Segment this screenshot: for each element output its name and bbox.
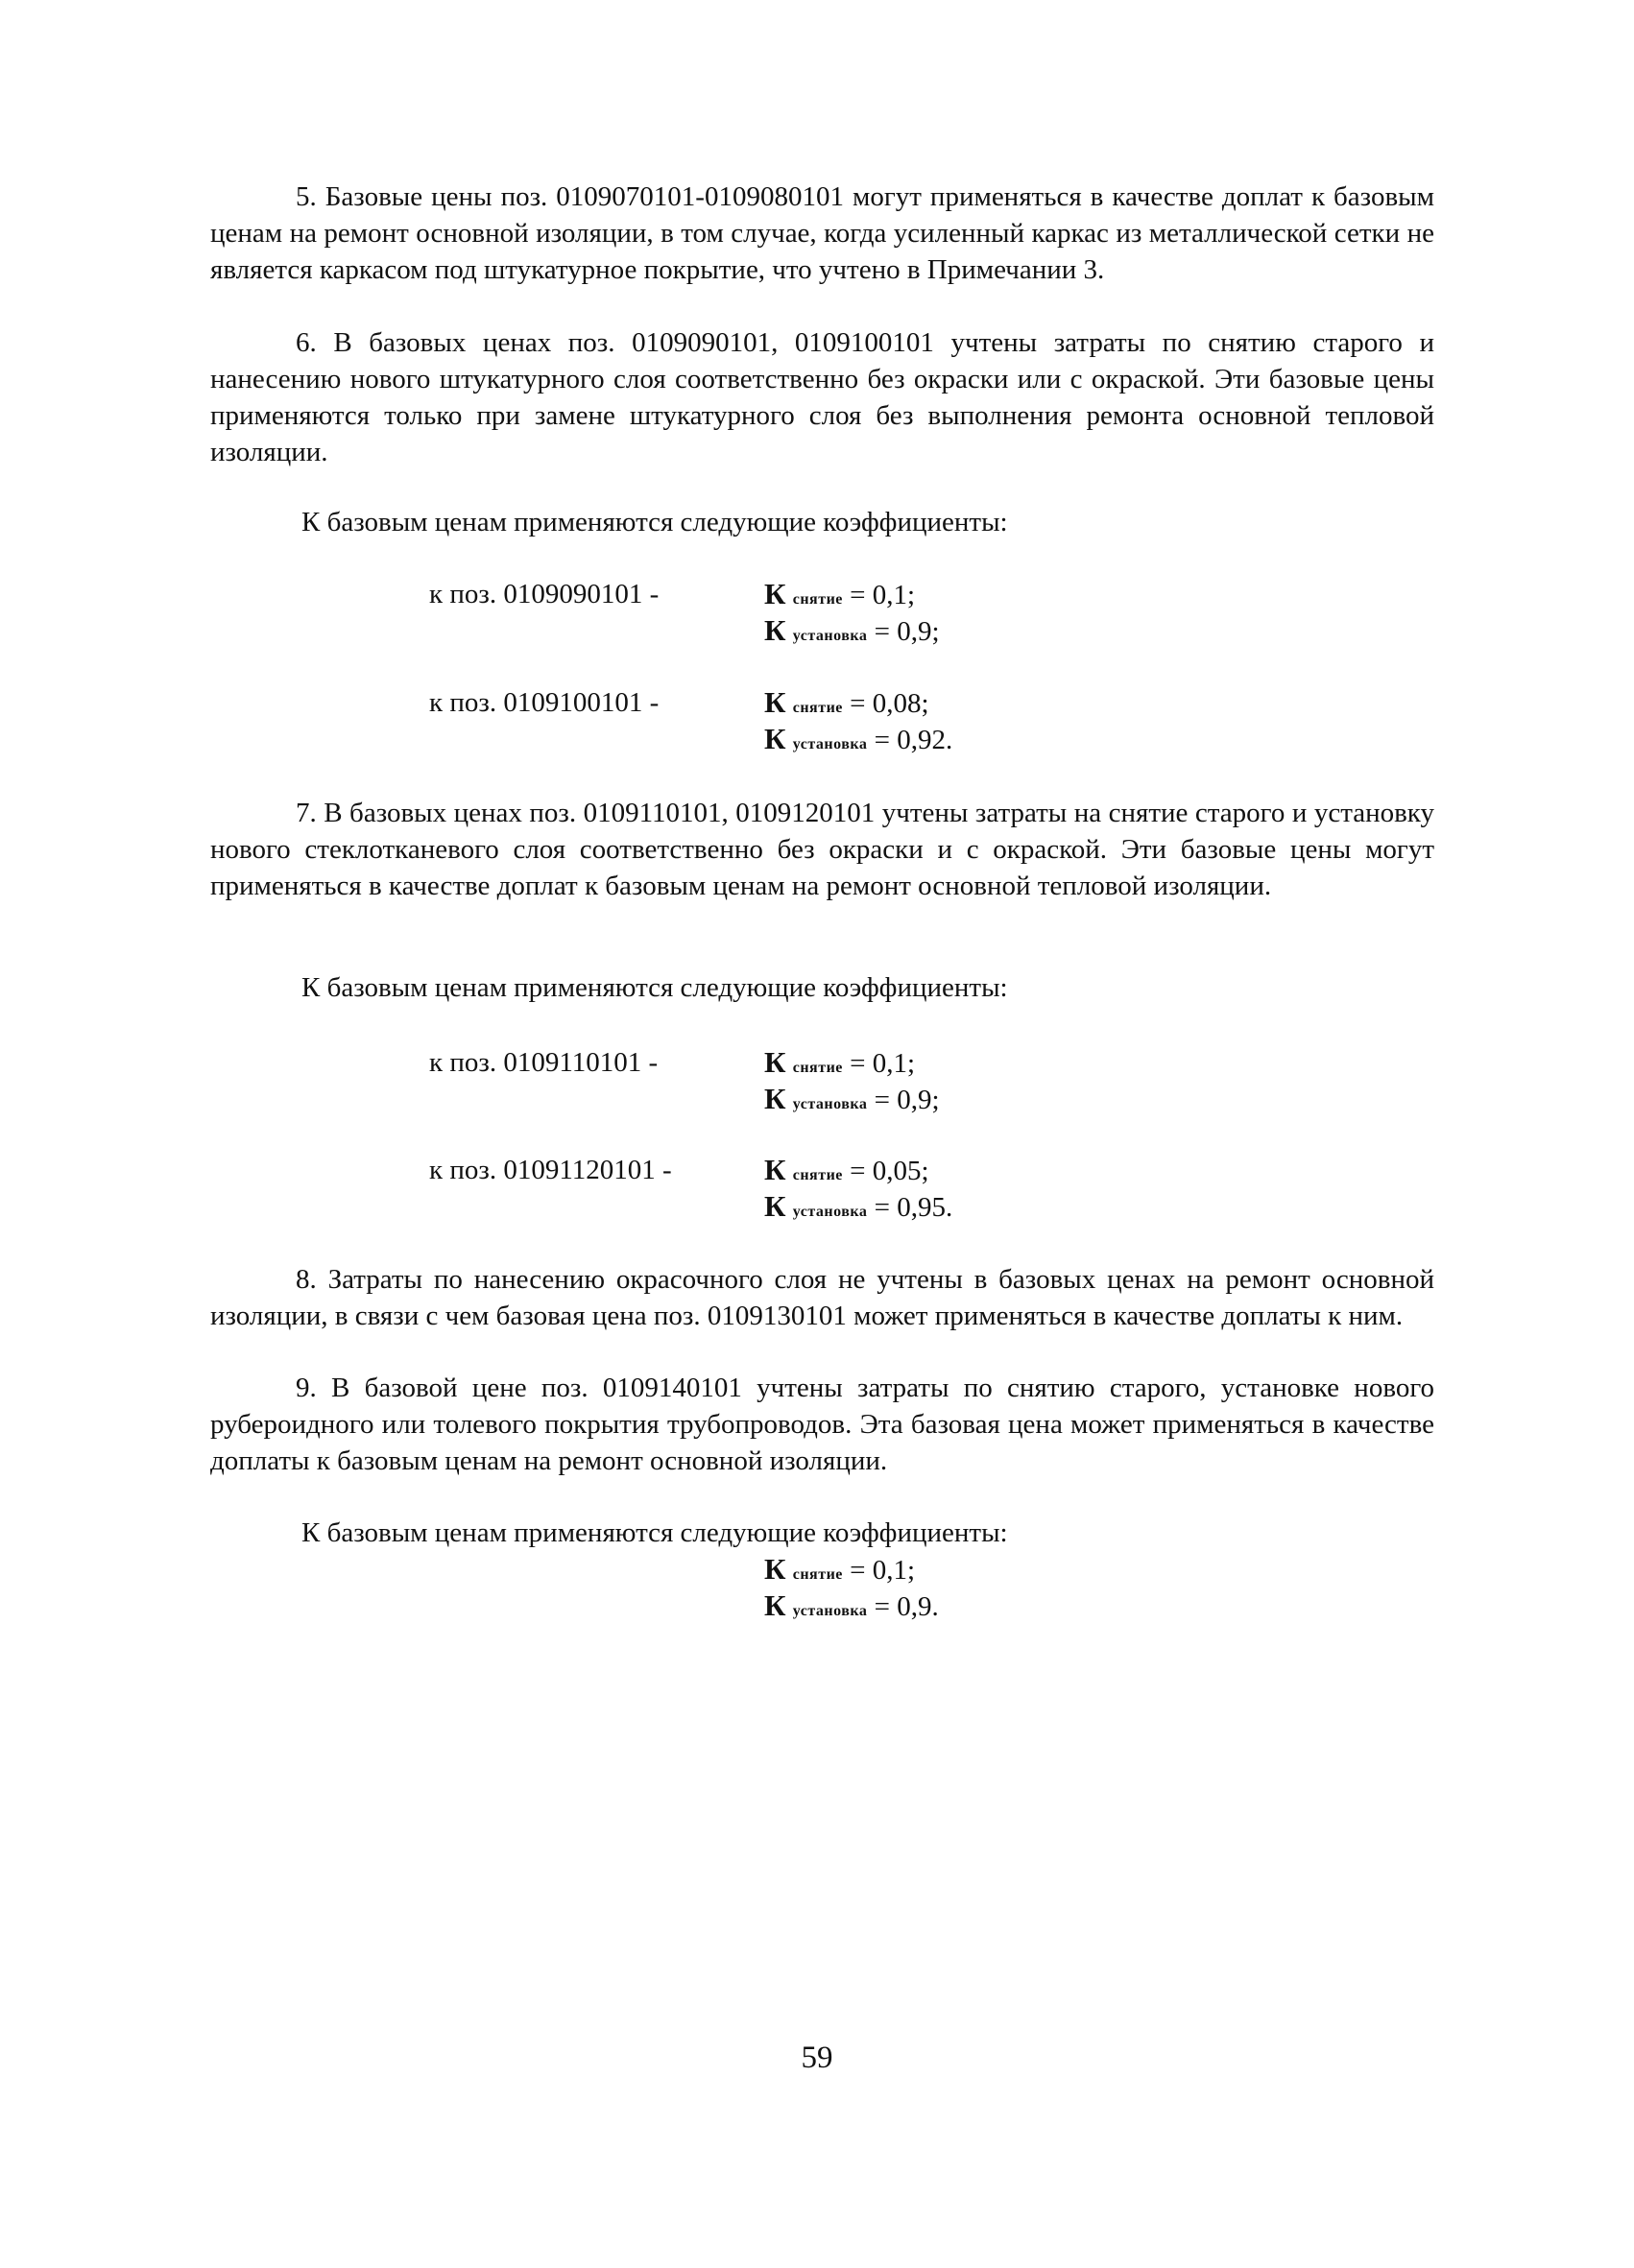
paragraph-7: 7. В базовых ценах поз. 0109110101, 0109120101 учтены затраты на снятие старого и установку нового стеклотканевого слоя соответственно без окраски и с окраской. Эти базовые цены могут применяться в качестве доплат к базовым ценам на ремонт основной тепловой изоляции. xyxy=(210,798,1434,901)
paragraph-9: 9. В базовой цене поз. 0109140101 учтены затраты по снятию старого, установке нового рубероидного или толевого покрытия трубопроводов. Эта базовая цена может применяться в качестве доплаты к базовым ценам на ремонт основной изоляции. xyxy=(210,1373,1434,1476)
position-label: к поз. 0109110101 - xyxy=(429,1047,659,1078)
coefficient-removal: К снятие = 0,08; xyxy=(764,685,929,719)
coefficients-intro-3: К базовым ценам применяются следующие коэффициенты: xyxy=(301,1517,1008,1548)
paragraph-8: 8. Затраты по нанесению окрасочного слоя не учтены в базовых ценах на ремонт основной изоляции, в связи с чем базовая цена поз. 0109130101 может применяться в качестве доплаты к ним. xyxy=(210,1264,1434,1331)
coefficient-removal: К снятие = 0,1; xyxy=(764,1045,916,1079)
position-label: к поз. 01091120101 - xyxy=(429,1155,672,1185)
position-label: к поз. 0109100101 - xyxy=(429,687,660,718)
coefficient-install: К установка = 0,9; xyxy=(764,613,940,647)
coefficient-removal: К снятие = 0,1; xyxy=(764,1552,916,1586)
coefficients-intro-2: К базовым ценам применяются следующие коэффициенты: xyxy=(301,972,1008,1003)
paragraph-5: 5. Базовые цены поз. 0109070101-0109080101 могут применяться в качестве доплат к базовым ценам на ремонт основной изоляции, в том случае, когда усиленный каркас из металлической сетки не является каркасом под штукатурное покрытие, что учтено в Примечании 3. xyxy=(210,181,1434,285)
coefficient-install: К установка = 0,95. xyxy=(764,1189,953,1223)
position-label: к поз. 0109090101 - xyxy=(429,579,660,609)
coefficient-install: К установка = 0,92. xyxy=(764,722,953,755)
coefficient-removal: К снятие = 0,05; xyxy=(764,1153,929,1186)
coefficient-install: К установка = 0,9; xyxy=(764,1082,940,1115)
page-number: 59 xyxy=(801,2041,833,2075)
coefficients-intro-1: К базовым ценам применяются следующие коэффициенты: xyxy=(301,507,1008,537)
coefficient-removal: К снятие = 0,1; xyxy=(764,577,916,610)
coefficient-install: К установка = 0,9. xyxy=(764,1588,939,1622)
paragraph-6: 6. В базовых ценах поз. 0109090101, 0109100101 учтены затраты по снятию старого и нанесению нового штукатурного слоя соответственно без окраски или с окраской. Эти базовые цены применяются только при замене штукатурного слоя без выполнения ремонта основной тепловой изоляции. xyxy=(210,327,1434,467)
